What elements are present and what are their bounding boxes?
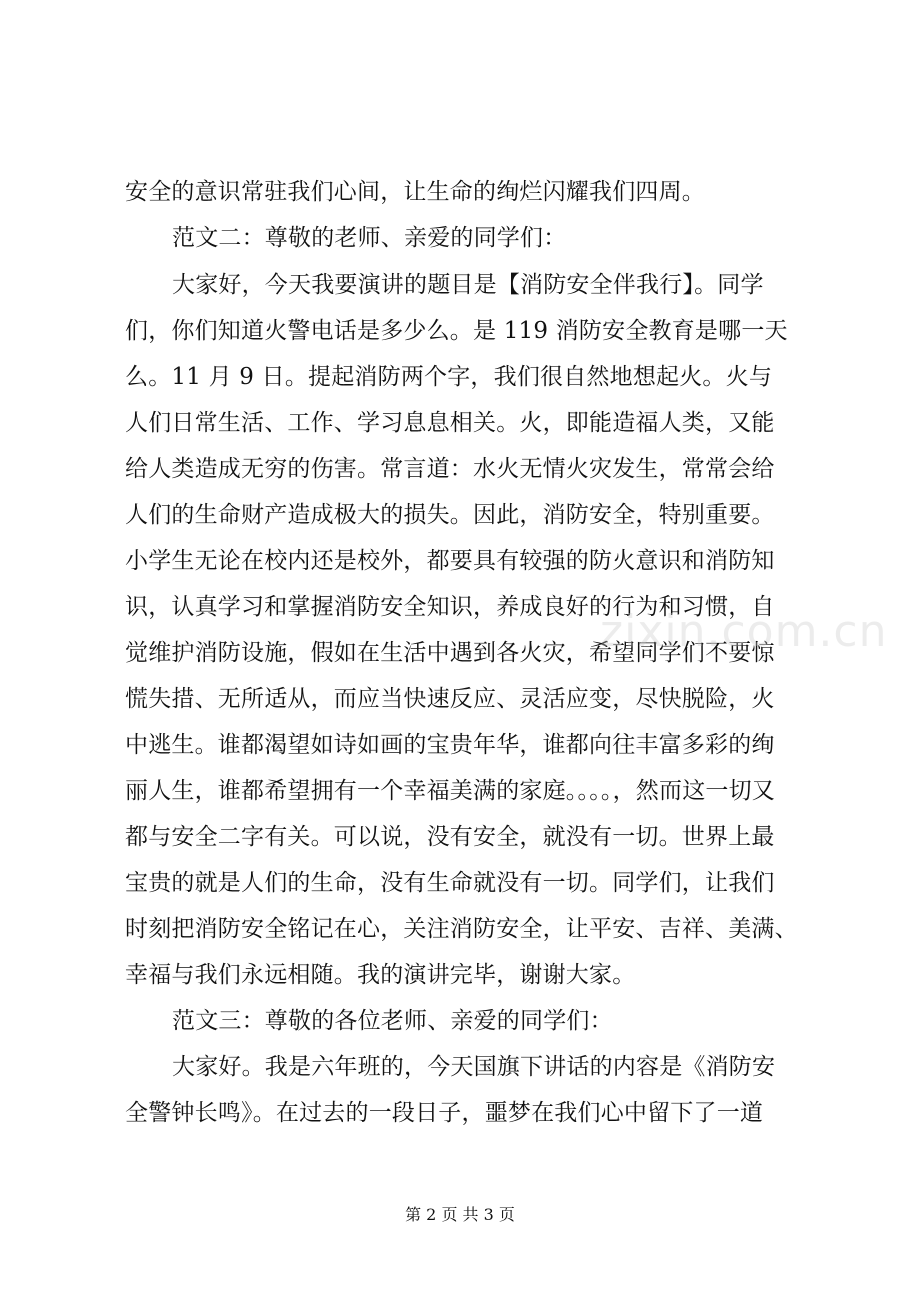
text-line: 丽人生，谁都希望拥有一个幸福美满的家庭。。。。，然而这一切又 (125, 778, 775, 804)
text-line: 都与安全二字有关。可以说，没有安全，就没有一切。世界上最 (125, 824, 775, 850)
text-line: 安全的意识常驻我们心间，让生命的绚烂闪耀我们四周。 (125, 179, 705, 205)
paragraph-start: 大家好。我是六年班的，今天国旗下讲话的内容是《消防安 (172, 1054, 776, 1080)
text-line: 幸福与我们永远相随。我的演讲完毕，谢谢大家。 (125, 962, 636, 988)
text-line: 给人类造成无穷的伤害。常言道：水火无情火灾发生，常常会给 (125, 456, 775, 482)
text-line: 宝贵的就是人们的生命，没有生命就没有一切。同学们，让我们 (125, 870, 775, 896)
watermark: zixin.com.cn (600, 606, 888, 657)
text-line: 觉维护消防设施，假如在生活中遇到各火灾，希望同学们不要惊 (125, 640, 775, 666)
section-heading: 范文三：尊敬的各位老师、亲爱的同学们： (172, 1008, 613, 1034)
paragraph-start: 大家好，今天我要演讲的题目是【消防安全伴我行】。同学 (172, 272, 764, 298)
section-heading: 范文二：尊敬的老师、亲爱的同学们： (172, 225, 567, 251)
text-line: 中逃生。谁都渴望如诗如画的宝贵年华，谁都向往丰富多彩的绚 (125, 732, 775, 758)
text-line: 人们日常生活、工作、学习息息相关。火，即能造福人类，又能 (125, 410, 775, 436)
text-line: 全警钟长鸣》。在过去的一段日子，噩梦在我们心中留下了一道 (125, 1100, 764, 1126)
text-line: 们，你们知道火警电话是多少么。是 119 消防安全教育是哪一天 (125, 318, 788, 344)
text-line: 么。11 月 9 日。提起消防两个字，我们很自然地想起火。火与 (125, 364, 773, 390)
text-line: 时刻把消防安全铭记在心，关注消防安全，让平安、吉祥、美满、 (125, 916, 798, 942)
text-line: 小学生无论在校内还是校外，都要具有较强的防火意识和消防知 (125, 548, 775, 574)
text-line: 慌失措、无所适从，而应当快速反应、灵活应变，尽快脱险，火 (125, 686, 775, 712)
text-line: 人们的生命财产造成极大的损失。因此，消防安全，特别重要。 (125, 502, 775, 528)
page-footer: 第 2 页 共 3 页 (405, 1205, 515, 1224)
text-line: 识，认真学习和掌握消防安全知识，养成良好的行为和习惯，自 (125, 594, 775, 620)
